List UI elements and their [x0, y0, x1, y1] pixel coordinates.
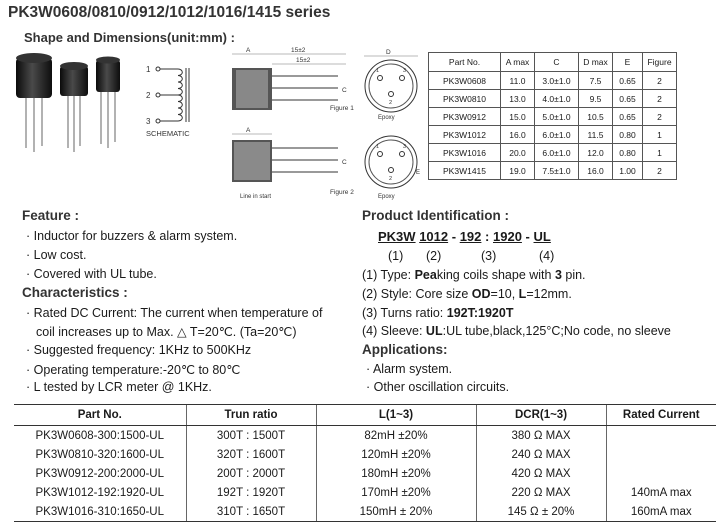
- code-sleeve: UL: [533, 229, 551, 244]
- dim-c-label: C: [342, 87, 347, 94]
- dims-cell: 5.0±1.0: [535, 108, 579, 126]
- specs-cell: 82mH ±20%: [316, 426, 476, 446]
- style-text-a: (2) Style: Core size: [362, 287, 472, 301]
- dims-cell: 16.0: [501, 126, 535, 144]
- specs-cell: 170mH ±20%: [316, 483, 476, 502]
- figure1-side-view: [226, 44, 356, 120]
- inductor-medium-image: [60, 62, 88, 152]
- dims-header-cell: Figure: [643, 53, 677, 72]
- dims-cell: 1: [643, 126, 677, 144]
- dims-cell: 9.5: [579, 90, 613, 108]
- inductor-large-image: [16, 53, 52, 152]
- dims-cell: 3.0±1.0: [535, 72, 579, 90]
- type-text-c: king coils shape with: [436, 268, 555, 282]
- dims-cell: 7.5: [579, 72, 613, 90]
- specs-cell: 320T : 1600T: [186, 445, 316, 464]
- dims-header-cell: A max: [501, 53, 535, 72]
- pin-1b-label: 1: [376, 144, 380, 150]
- characteristics-heading: Characteristics :: [22, 285, 128, 300]
- dims-cell: 0.80: [613, 126, 643, 144]
- feature-heading: Feature :: [22, 208, 80, 223]
- specs-cell: [606, 426, 716, 446]
- pin-1-label: 1: [376, 68, 380, 74]
- application-item: · Alarm system.: [366, 362, 452, 376]
- dims-cell: 0.65: [613, 90, 643, 108]
- id-line-style: [362, 287, 572, 301]
- specs-cell: PK3W0608-300:1500-UL: [35, 429, 164, 442]
- specs-cell: 300T : 1500T: [186, 426, 316, 446]
- feature-item: · Low cost.: [26, 248, 86, 262]
- applications-heading: Applications:: [362, 342, 448, 357]
- specs-cell: 420 Ω MAX: [476, 464, 606, 483]
- specs-cell: 145 Ω ± 20%: [476, 502, 606, 522]
- characteristic-item: coil increases up to Max. △ T=20℃. (Ta=20℃): [36, 325, 297, 339]
- dims-cell: 10.5: [579, 108, 613, 126]
- specs-cell: 240 Ω MAX: [476, 445, 606, 464]
- figure1-label: Figure 1: [330, 105, 354, 112]
- dims-cell: 2: [643, 108, 677, 126]
- specs-cell: PK3W0912-200:2000-UL: [35, 467, 164, 480]
- dim-e-label: E: [416, 170, 421, 176]
- schematic-label: SCHEMATIC: [146, 129, 190, 138]
- dims-cell: 2: [643, 90, 677, 108]
- dims-cell: 0.65: [613, 108, 643, 126]
- sleeve-text-b: UL: [425, 324, 443, 338]
- dims-cell: 1.00: [613, 162, 643, 180]
- dims-cell: PK3W0912: [429, 108, 501, 126]
- style-text-c: =10,: [490, 287, 519, 301]
- page-title: PK3W0608/0810/0912/1012/1016/1415 series: [8, 4, 331, 21]
- product-id-heading: Product Identification :: [362, 208, 509, 223]
- figure2-side-view: [226, 124, 356, 204]
- dims-cell: PK3W0608: [429, 72, 501, 90]
- code-marker-3: (3): [481, 249, 497, 263]
- schematic-pin-1: 1: [146, 65, 151, 74]
- table-row: [14, 502, 716, 522]
- specs-cell: 310T : 1650T: [186, 502, 316, 522]
- turns-text-a: (3) Turns ratio:: [362, 306, 447, 320]
- dims-header-cell: E: [613, 53, 643, 72]
- id-line-sleeve: [362, 324, 671, 338]
- dims-cell: 20.0: [501, 144, 535, 162]
- specs-header-cell: Part No.: [14, 405, 186, 426]
- pin-2-label: 2: [389, 100, 393, 106]
- sleeve-text-c: :UL tube,black,125°C;No code, no sleeve: [442, 324, 671, 338]
- dim-15b-label: 15±2: [296, 57, 311, 64]
- table-row: [14, 464, 716, 483]
- dims-cell: 19.0: [501, 162, 535, 180]
- dims-cell: 0.80: [613, 144, 643, 162]
- type-text-a: (1) Type:: [362, 268, 415, 282]
- code-marker-1: (1): [388, 249, 404, 263]
- dims-cell: PK3W0810: [429, 90, 501, 108]
- specs-cell: 380 Ω MAX: [476, 426, 606, 446]
- code-size: 1012: [419, 229, 449, 244]
- specs-cell: 120mH ±20%: [316, 445, 476, 464]
- characteristic-item: · Suggested frequency: 1KHz to 500KHz: [26, 343, 251, 357]
- dims-cell: 4.0±1.0: [535, 90, 579, 108]
- dim-a2-label: A: [246, 127, 251, 134]
- schematic-diagram: [138, 56, 228, 140]
- table-row: [429, 162, 677, 180]
- feature-item: · Covered with UL tube.: [26, 267, 157, 281]
- code-turns-a: 192: [459, 229, 482, 244]
- table-row: [429, 108, 677, 126]
- dim-d-label: D: [386, 49, 391, 56]
- figure2-label: Figure 2: [330, 189, 354, 196]
- style-text-d: L: [518, 287, 527, 301]
- code-prefix: PK3W: [378, 229, 416, 244]
- characteristic-item: · L tested by LCR meter @ 1KHz.: [26, 380, 212, 394]
- schematic-pin-2: 2: [146, 91, 151, 100]
- specs-cell: 160mA max: [606, 502, 716, 522]
- id-line-turns: [362, 306, 513, 320]
- specs-header-cell: DCR(1~3): [476, 405, 606, 426]
- dims-cell: 2: [643, 72, 677, 90]
- dimensions-header-row: [429, 53, 677, 72]
- dims-cell: 12.0: [579, 144, 613, 162]
- specs-header-cell: Trun ratio: [186, 405, 316, 426]
- product-code: [378, 229, 551, 244]
- code-colon: :: [485, 229, 490, 244]
- specs-table: [14, 404, 716, 522]
- specs-cell: PK3W1016-310:1650-UL: [14, 502, 186, 522]
- specs-cell: 200T : 2000T: [186, 464, 316, 483]
- table-row: [429, 90, 677, 108]
- application-item: · Other oscillation circuits.: [366, 380, 509, 394]
- table-row: [429, 72, 677, 90]
- dims-cell: 13.0: [501, 90, 535, 108]
- specs-header-cell: Rated Current: [606, 405, 716, 426]
- dims-cell: 15.0: [501, 108, 535, 126]
- dims-cell: 0.65: [613, 72, 643, 90]
- dims-cell: PK3W1415: [429, 162, 501, 180]
- dims-cell: 1: [643, 144, 677, 162]
- characteristic-item: · Rated DC Current: The current when temperature of: [26, 306, 322, 320]
- code-marker-2: (2): [426, 249, 442, 263]
- dims-header-cell: C: [535, 53, 579, 72]
- characteristic-item: · Operating temperature:-20℃ to 80℃: [26, 362, 240, 377]
- id-line-type: [362, 268, 586, 282]
- table-row: [14, 426, 716, 446]
- type-text-e: pin.: [561, 268, 586, 282]
- code-dash: -: [525, 229, 530, 244]
- dims-cell: 6.0±1.0: [535, 144, 579, 162]
- dims-cell: 6.0±1.0: [535, 126, 579, 144]
- style-text-e: =12mm.: [526, 287, 572, 301]
- type-text-d: 3: [554, 268, 562, 282]
- specs-cell: [606, 445, 716, 464]
- line-in-start-label: Line in start: [240, 194, 272, 200]
- inductor-photo: [8, 48, 130, 158]
- dim-c2-label: C: [342, 159, 347, 166]
- dim-15-label: 15±2: [291, 47, 306, 54]
- style-text-b: OD: [471, 287, 491, 301]
- type-text-b: Pea: [414, 268, 437, 282]
- inductor-small-image: [96, 57, 120, 149]
- specs-header-cell: L(1~3): [316, 405, 476, 426]
- specs-cell: 192T : 1920T: [186, 483, 316, 502]
- dims-cell: PK3W1012: [429, 126, 501, 144]
- table-row: [429, 126, 677, 144]
- specs-cell: 220 Ω MAX: [476, 483, 606, 502]
- code-turns-b: 1920: [493, 229, 522, 244]
- turns-text-b: 192T:1920T: [446, 306, 514, 320]
- specs-cell: PK3W1012-192:1920-UL: [35, 486, 164, 499]
- dim-a-label: A: [246, 47, 251, 54]
- sleeve-text-a: (4) Sleeve:: [362, 324, 426, 338]
- dims-cell: 16.0: [579, 162, 613, 180]
- dims-header-cell: Part No.: [429, 53, 501, 72]
- dims-cell: 2: [643, 162, 677, 180]
- specs-cell: 180mH ±20%: [316, 464, 476, 483]
- epoxy2-label: Epoxy: [378, 194, 395, 200]
- dims-cell: 11.0: [501, 72, 535, 90]
- specs-cell: 140mA max: [606, 483, 716, 502]
- feature-item: · Inductor for buzzers & alarm system.: [26, 229, 237, 243]
- code-dash: -: [451, 229, 457, 244]
- table-row: [14, 483, 716, 502]
- dims-cell: PK3W1016: [429, 144, 501, 162]
- table-row: [14, 445, 716, 464]
- pin-2b-label: 2: [389, 176, 393, 182]
- specs-cell: PK3W0810-320:1600-UL: [35, 448, 164, 461]
- section-subtitle: Shape and Dimensions(unit:mm) :: [24, 30, 235, 45]
- dims-cell: 11.5: [579, 126, 613, 144]
- specs-cell: 150mH ± 20%: [316, 502, 476, 522]
- dimensions-table: [428, 52, 677, 180]
- dims-cell: 7.5±1.0: [535, 162, 579, 180]
- epoxy-label: Epoxy: [378, 115, 395, 121]
- figure2-top-view: [356, 128, 426, 204]
- figure1-top-view: [356, 46, 426, 122]
- pin-3b-label: 3: [403, 144, 407, 150]
- table-row: [429, 144, 677, 162]
- code-marker-4: (4): [539, 249, 555, 263]
- specs-cell: [606, 464, 716, 483]
- dims-header-cell: D max: [579, 53, 613, 72]
- pin-3-label: 3: [403, 68, 407, 74]
- schematic-pin-3: 3: [146, 117, 151, 126]
- specs-header-row: [14, 405, 716, 426]
